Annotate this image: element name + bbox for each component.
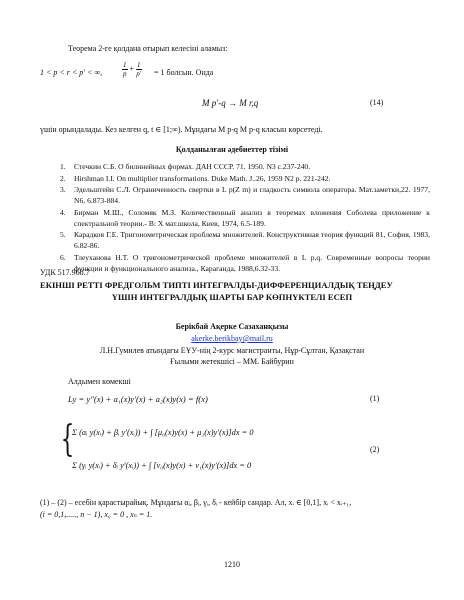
author-name: Берікбай Ақерке Сазаханқызы (175, 322, 289, 331)
equation-1: Ly = y″(x) + a₁(x)y′(x) + a₂(x)y(x) = f(x) (68, 394, 208, 404)
conditions-paragraph: (1) – (2) – есебін қарастырайық. Мұндағы αᵢ, βᵢ, γᵢ, δᵢ - кейбір сандар. Ал, xᵢ ∈ [0,1], xᵢ < xᵢ₊₁, (40, 498, 352, 507)
reference-item: 3. Эдельштейн С.Л. Ограниченность свертки в L p(Z m) и гладкость символа оператора. Мат.заметки,22. 1977, N6, 6.873-884. (60, 185, 430, 205)
intro-text: Теорема 2-ге қолдана отырып келесіні аламыз: (68, 44, 228, 53)
author-email-link[interactable]: akerke.berikbay@mail.ru (191, 334, 273, 343)
reference-item: 2. Hirshman I.I. On multiplier transformations. Duke Math. J..26, 1959 N2 p. 221-242. (60, 173, 331, 183)
conditions-paragraph-2: (i = 0,1,....., n − 1), x₀ = 0 , xₙ = 1. (40, 510, 153, 519)
equation-1-number: (1) (370, 394, 380, 403)
supervisor: Ғылыми жетекшісі – ММ. Байбурин (170, 357, 294, 366)
fraction-two: $\frac{1}{p'}$ (136, 61, 142, 78)
reference-item: 4. Бирман М.Ш., Соломяк М.З. Количественный анализ в теоремах вложения Соболева приложение к спектральной теории.- В: Х мат.школа, Киев, 1974, 6.5-189. (60, 207, 430, 228)
reference-item: 6. Тлеуханова Н.Т. О тригонометрической проблеме множителей в L p,q. Современные вопросы теории функции и функционального анализа., Караганда, 1988,6.32-33. (60, 252, 430, 273)
formula-14: M p′-q → M r,q (202, 98, 259, 108)
condition-inequality: 1 < p < r < p′ < ∞, (40, 68, 103, 77)
helper-text: Алдымен көмекші (68, 377, 131, 386)
references-list (60, 161, 430, 274)
author-affiliation: Л.Н.Гумилев атындағы ЕҰУ-нің 2-курс магистранты, Нұр-Сұлтан, Қазақстан (99, 346, 365, 355)
fraction-sum: $\frac{1}{p}$ + $\frac{1}{p'}$ (123, 61, 142, 78)
fraction-one: $\frac{1}{p}$ (123, 61, 127, 78)
page-number: 1210 (224, 560, 240, 569)
formula-14-number: (14) (370, 98, 384, 107)
references-heading: Қолданылған әдебиеттер тізімі (175, 145, 289, 154)
equation-2a: Σ (αᵢ y(xᵢ) + βᵢ y′(xᵢ)) + ∫ [μ₀(x)y(x) + μ₁(x)y′(x)]dx = 0 (72, 428, 254, 437)
formula-explanation: үшін орындалады. Кез келген q, t ∈ [1;∞). Мұндағы M p-q M p-q класын көрсетеді. (40, 125, 323, 134)
equation-2b: Σ (γᵢ y(xᵢ) + δᵢ y′(xᵢ)) + ∫ [ν₀(x)y(x) + ν₁(x)y′(x)]dx = 0 (72, 461, 252, 470)
reference-item: 5. Карадков Г.Е. Тригонометрическая проблема множителей. Конструктивная теория функций 81, София, 1983, 6.82-86. (60, 230, 430, 250)
equation-2-number: (2) (370, 445, 380, 454)
condition-tail: = 1 болсын. Онда (154, 68, 214, 77)
article-title-line-1: ЕКІНШІ РЕТТІ ФРЕДГОЛЬМ ТИПТІ ИНТЕГРАЛДЫ-ДИФФЕРЕНЦИАЛДЫҚ ТЕҢДЕУ (40, 280, 393, 290)
system-brace: { (60, 419, 75, 460)
article-title-line-2: ҮШІН ИНТЕГРАЛДЫҚ ШАРТЫ БАР КӨПНҮКТЕЛІ ЕСЕП (111, 292, 353, 302)
udk-code: УДК 517.968.7 (40, 268, 90, 277)
reference-item: 1. Стечкин С.Б. О билинейных формах. ДАН СССР. 71. 1950. N3 с.237-240. (60, 162, 311, 171)
